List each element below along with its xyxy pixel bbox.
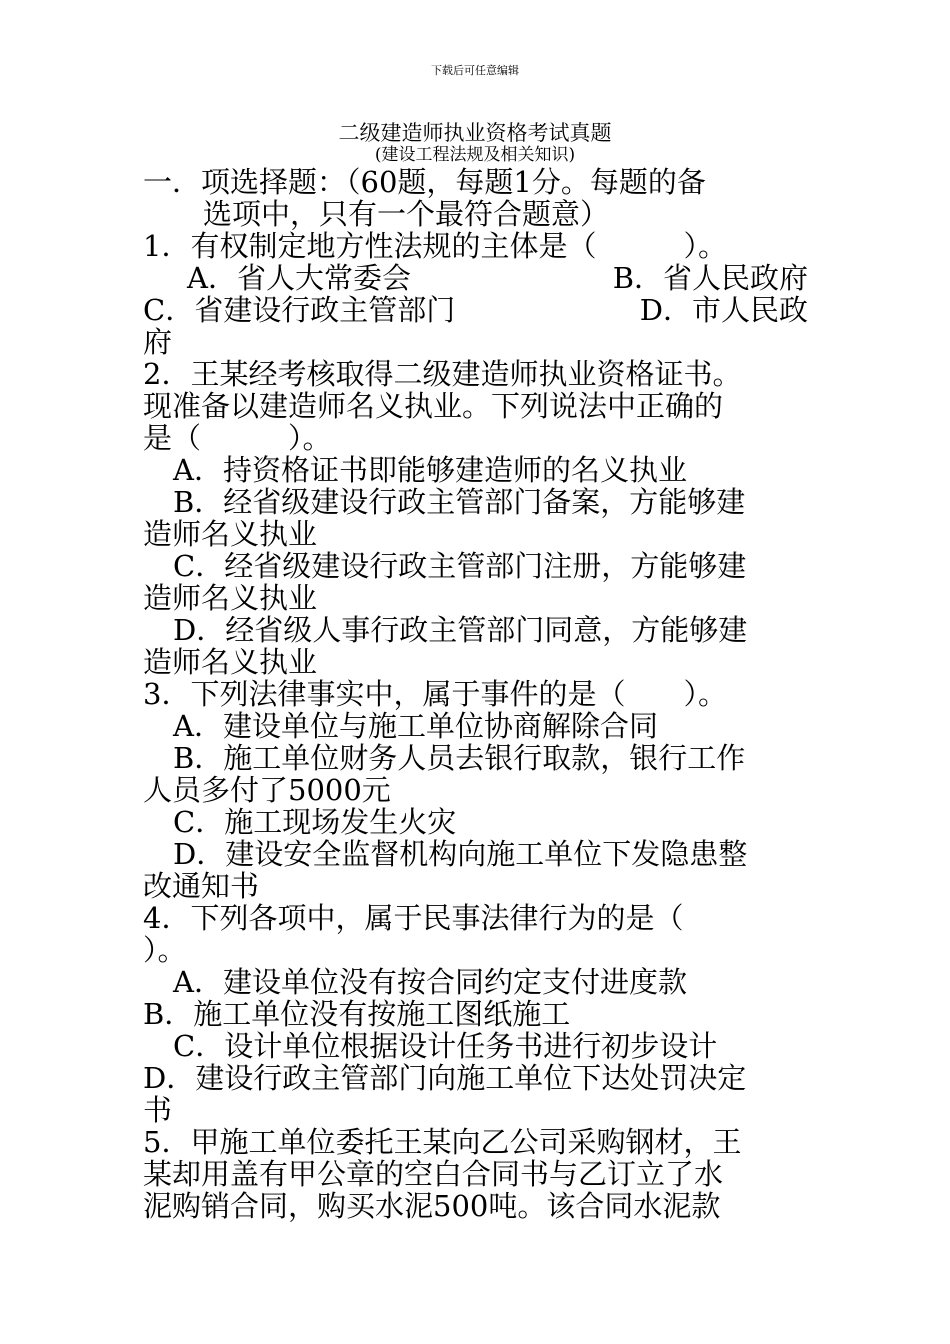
q4-option-c: C．设计单位根据设计任务书进行初步设计 — [173, 1030, 718, 1062]
q4-option-b: B．施工单位没有按施工图纸施工 — [143, 998, 571, 1030]
q2-option-d: D．经省级人事行政主管部门同意，方能够建 — [173, 614, 748, 646]
q2-option-b: B．经省级建设行政主管部门备案，方能够建 — [173, 486, 746, 518]
document-body — [143, 166, 808, 1222]
q5-stem-3: 泥购销合同，购买水泥500吨。该合同水泥款 — [143, 1190, 721, 1222]
q3-option-c: C．施工现场发生火灾 — [173, 806, 457, 838]
q1-option-d: D．市人民政 — [639, 294, 808, 326]
q2-option-a: A．持资格证书即能够建造师的名义执业 — [173, 454, 687, 486]
q2-stem-2: 现准备以建造师名义执业。下列说法中正确的 — [143, 390, 724, 422]
page-header: 下载后可任意编辑 — [431, 64, 519, 77]
q3-option-d: D．建设安全监督机构向施工单位下发隐患整 — [173, 838, 748, 870]
q1-options-cd — [143, 294, 808, 326]
q5-stem-1: 5．甲施工单位委托王某向乙公司采购钢材，王 — [143, 1126, 742, 1158]
q3-option-b-cont: 人员多付了5000元 — [143, 774, 391, 806]
q3-option-a: A．建设单位与施工单位协商解除合同 — [173, 710, 658, 742]
document-subtitle: (建设工程法规及相关知识) — [374, 145, 576, 165]
q1-option-d-cont: 府 — [143, 326, 173, 358]
q5-stem-2: 某却用盖有甲公章的空白合同书与乙订立了水 — [143, 1158, 724, 1190]
q3-stem: 3．下列法律事实中，属于事件的是（ ）。 — [143, 678, 727, 710]
q4-option-d-cont: 书 — [143, 1094, 173, 1126]
q2-option-d-cont: 造师名义执业 — [143, 646, 318, 678]
q2-option-c-cont: 造师名义执业 — [143, 582, 318, 614]
q3-option-b: B．施工单位财务人员去银行取款，银行工作 — [173, 742, 746, 774]
q4-stem-1: 4．下列各项中，属于民事法律行为的是（ — [143, 902, 684, 934]
q1-option-c: C．省建设行政主管部门 — [143, 294, 456, 326]
q3-option-d-cont: 改通知书 — [143, 870, 260, 902]
q2-option-c: C．经省级建设行政主管部门注册，方能够建 — [173, 550, 747, 582]
section-heading-line-2: 选项中，只有一个最符合题意） — [203, 198, 610, 230]
q1-options-ab — [143, 262, 808, 294]
q1-option-b: B．省人民政府 — [612, 262, 808, 294]
q1-stem: 1．有权制定地方性法规的主体是（ ）。 — [143, 230, 727, 262]
q4-stem-2: ）。 — [143, 934, 187, 966]
q4-option-a: A．建设单位没有按合同约定支付进度款 — [173, 966, 687, 998]
section-heading-line-1: 一．项选择题：（60题，每题1分。每题的备 — [143, 166, 706, 198]
document-title: 二级建造师执业资格考试真题 — [338, 121, 612, 145]
q2-option-b-cont: 造师名义执业 — [143, 518, 318, 550]
q2-stem-1: 2．王某经考核取得二级建造师执业资格证书。 — [143, 358, 742, 390]
q1-option-a: A．省人大常委会 — [187, 262, 411, 294]
q4-option-d: D．建设行政主管部门向施工单位下达处罚决定 — [143, 1062, 747, 1094]
q2-stem-3: 是（ ）。 — [143, 422, 332, 454]
